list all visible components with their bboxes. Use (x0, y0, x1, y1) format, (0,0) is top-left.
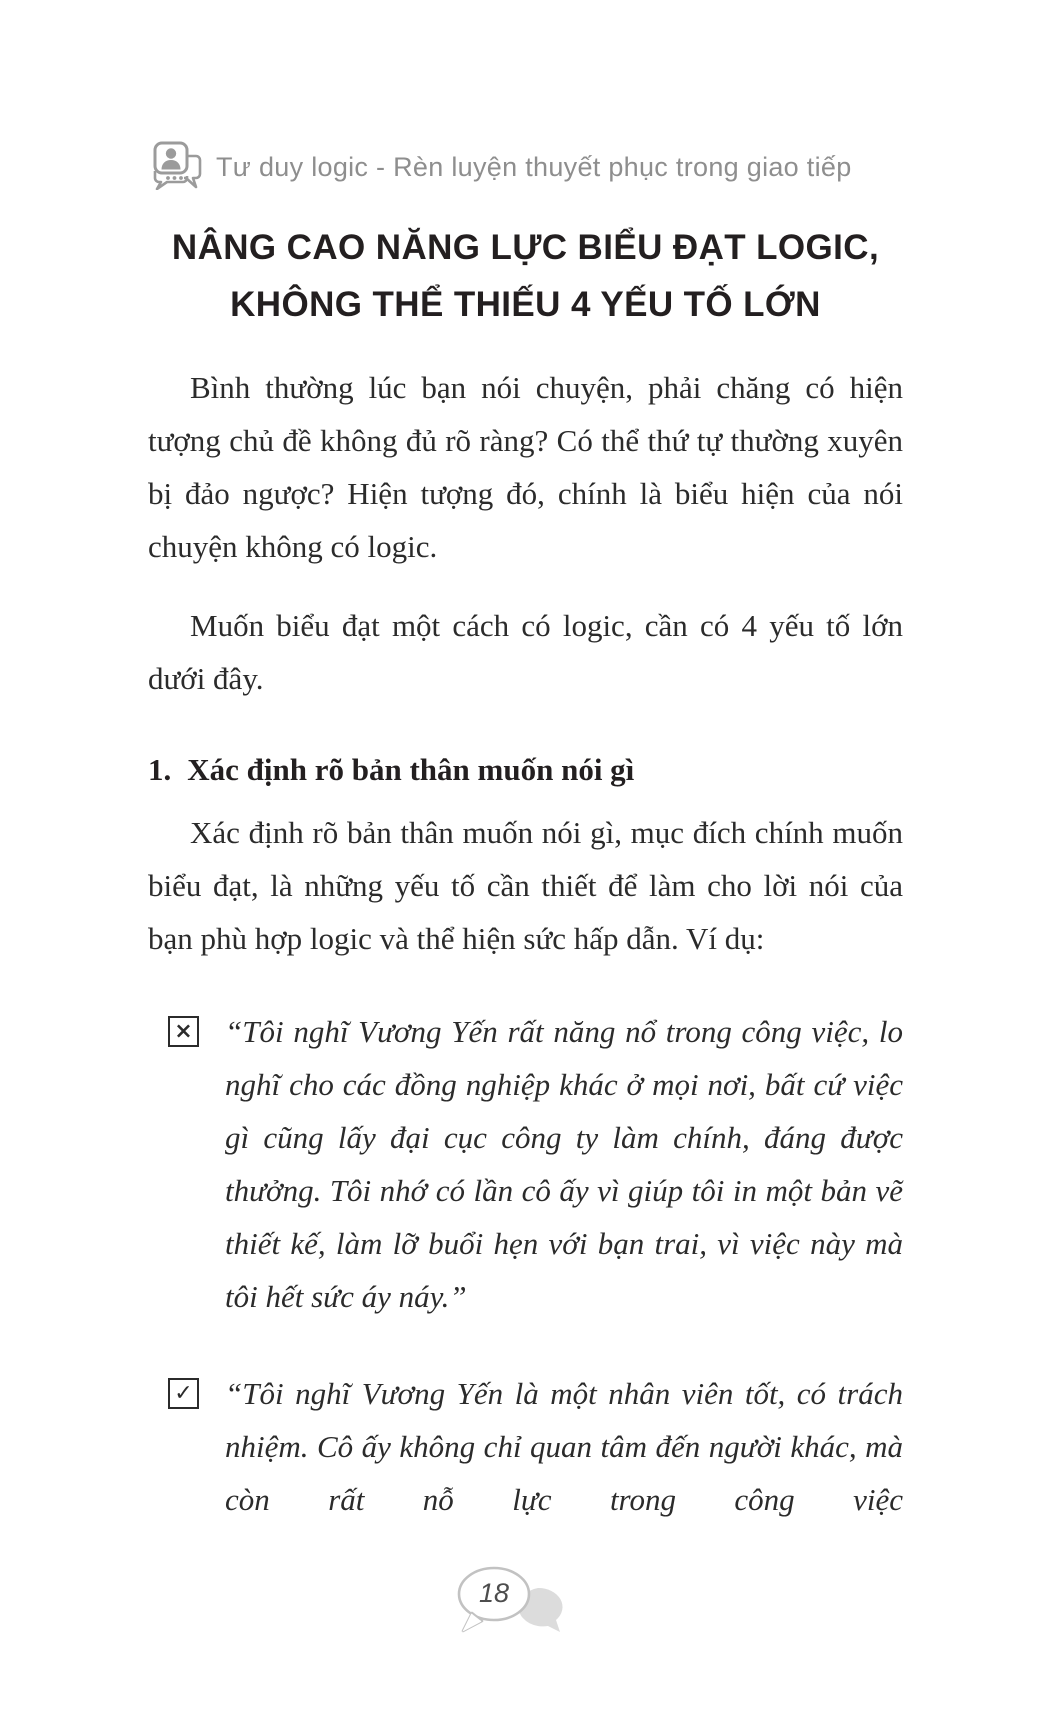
example-right-text: “Tôi nghĩ Vương Yến là một nhân viên tốt, có trách nhiệm. Cô ấy không chỉ quan tâm đến người khác, mà còn rất nỗ lực trong công việc (225, 1376, 903, 1517)
chapter-title-line2: KHÔNG THỂ THIẾU 4 YẾU TỐ LỚN (230, 285, 821, 324)
page-content (148, 0, 903, 1526)
paragraph-section-body: Xác định rõ bản thân muốn nói gì, mục đích chính muốn biểu đạt, là những yếu tố cần thiết để làm cho lời nói của bạn phù hợp logic và thể hiện sức hấp dẫn. Ví dụ: (148, 815, 903, 956)
example-wrong (148, 1005, 903, 1323)
checked-checkbox-icon: ✓ (168, 1378, 199, 1409)
page-number: 18 (478, 1578, 510, 1608)
paragraph-intro-1: Bình thường lúc bạn nói chuyện, phải chăng có hiện tượng chủ đề không đủ rõ ràng? Có thể thứ tự thường xuyên bị đảo ngược? Hiện tượng đó, chính là biểu hiện của nói chuyện không có logic. (148, 370, 903, 564)
example-right (148, 1367, 903, 1526)
section-heading-text: Xác định rõ bản thân muốn nói gì (187, 752, 635, 787)
section-number: 1. (148, 752, 172, 787)
chapter-title-line1: NÂNG CAO NĂNG LỰC BIỂU ĐẠT LOGIC, (171, 228, 880, 267)
section-heading (148, 743, 903, 796)
crossed-checkbox-icon: × (168, 1016, 199, 1047)
paragraph-intro-2: Muốn biểu đạt một cách có logic, cần có 4 yếu tố lớn dưới đây. (148, 608, 903, 696)
running-header (148, 140, 903, 195)
chapter-title (148, 219, 903, 333)
speech-bubble-icon (446, 1639, 586, 1656)
person-chat-icon (148, 140, 202, 195)
running-header-text: Tư duy logic - Rèn luyện thuyết phục trong giao tiếp (216, 152, 852, 182)
page-number-bubble (446, 1562, 586, 1652)
example-wrong-text: “Tôi nghĩ Vương Yến rất năng nổ trong công việc, lo nghĩ cho các đồng nghiệp khác ở mọi nơi, bất cứ việc gì cũng lấy đại cục công ty làm chính, đáng được thưởng. Tôi nhớ có lần cô ấy vì giúp tôi in một bản vẽ thiết kế, làm lỡ buổi hẹn với bạn trai, vì việc này mà tôi hết sức áy náy.” (225, 1014, 903, 1314)
